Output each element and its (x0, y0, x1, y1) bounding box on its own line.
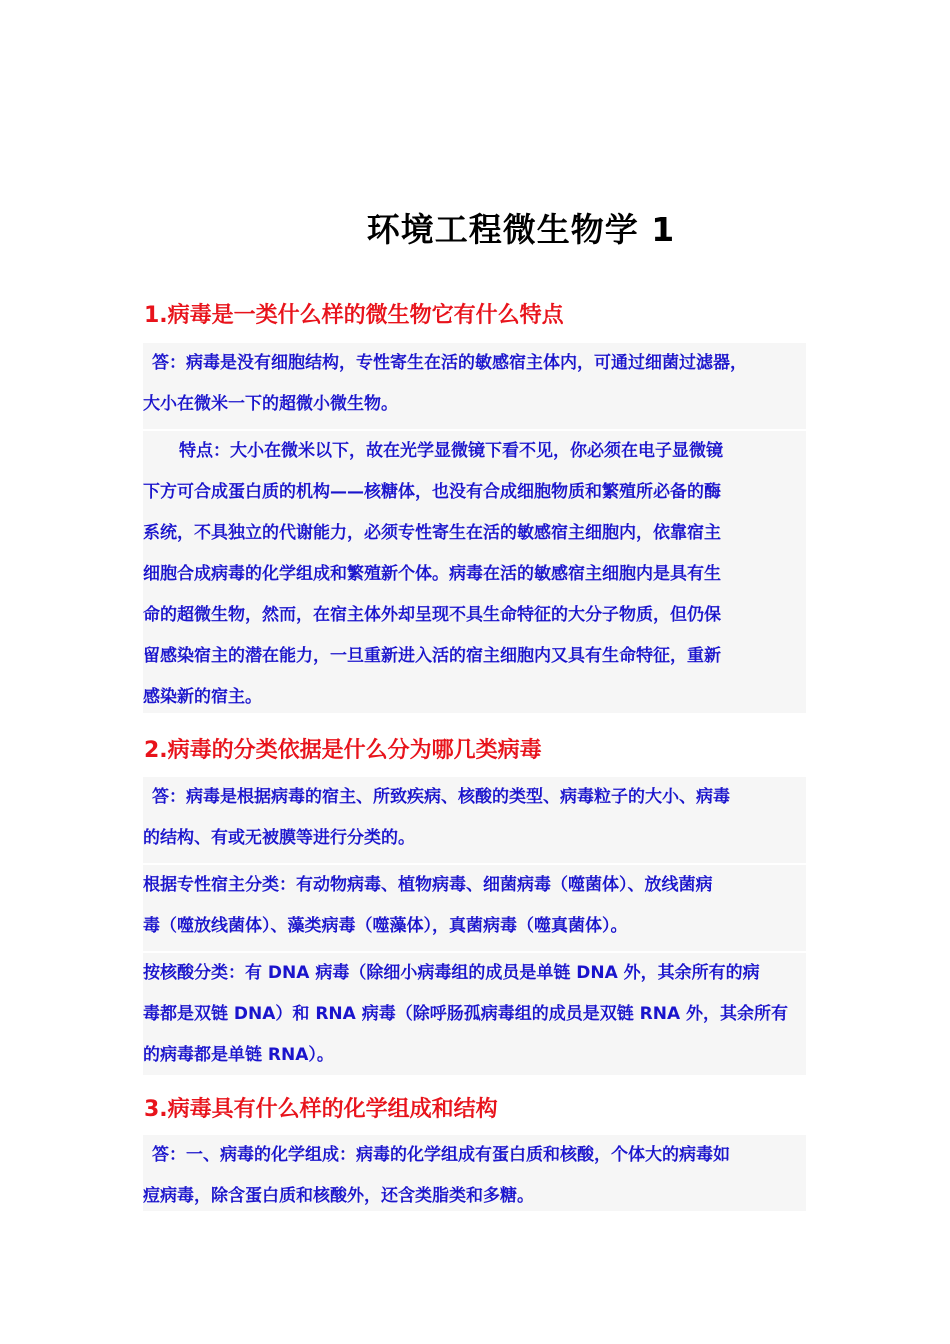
answer-line: 根据专性宿主分类：有动物病毒、植物病毒、细菌病毒（噬菌体）、放线菌病 (143, 875, 713, 895)
answer-line: 下方可合成蛋白质的机构——核糖体，也没有合成细胞物质和繁殖所必备的酶 (143, 482, 721, 502)
question-heading-3: 3.病毒具有什么样的化学组成和结构 (144, 1097, 498, 1122)
answer-line: 的结构、有或无被膜等进行分类的。 (143, 828, 415, 848)
answer-block-3a (143, 1135, 806, 1211)
question-heading-1: 1.病毒是一类什么样的微生物它有什么特点 (144, 303, 564, 328)
document-title: 环境工程微生物学 1 (366, 210, 676, 249)
question-heading-2: 2.病毒的分类依据是什么分为哪几类病毒 (144, 738, 542, 763)
answer-block-1a (143, 343, 806, 429)
answer-line: 答：一、病毒的化学组成：病毒的化学组成有蛋白质和核酸，个体大的病毒如 (152, 1145, 730, 1165)
answer-line: 毒都是双链 DNA）和 RNA 病毒（除呼肠孤病毒组的成员是双链 RNA 外，其余所有 (143, 1004, 789, 1024)
answer-line: 毒（噬放线菌体）、藻类病毒（噬藻体），真菌病毒（噬真菌体）。 (143, 916, 628, 936)
answer-line: 的病毒都是单链 RNA）。 (143, 1045, 334, 1065)
answer-line: 痘病毒，除含蛋白质和核酸外，还含类脂类和多糖。 (143, 1186, 534, 1206)
answer-line: 特点：大小在微米以下，故在光学显微镜下看不见，你必须在电子显微镜 (179, 441, 723, 461)
answer-line: 细胞合成病毒的化学组成和繁殖新个体。病毒在活的敏感宿主细胞内是具有生 (143, 564, 721, 584)
answer-line: 按核酸分类：有 DNA 病毒（除细小病毒组的成员是单链 DNA 外，其余所有的病 (143, 963, 760, 983)
answer-line: 命的超微生物，然而，在宿主体外却呈现不具生命特征的大分子物质，但仍保 (143, 605, 721, 625)
answer-block-2c (143, 953, 806, 1075)
answer-block-1b (143, 431, 806, 713)
answer-line: 答：病毒是没有细胞结构，专性寄生在活的敏感宿主体内，可通过细菌过滤器， (152, 353, 747, 373)
answer-line: 系统，不具独立的代谢能力，必须专性寄生在活的敏感宿主细胞内，依靠宿主 (143, 523, 721, 543)
answer-line: 留感染宿主的潜在能力，一旦重新进入活的宿主细胞内又具有生命特征，重新 (143, 646, 721, 666)
answer-line: 感染新的宿主。 (143, 687, 262, 707)
answer-block-2b (143, 865, 806, 951)
answer-line: 大小在微米一下的超微小微生物。 (143, 394, 398, 414)
answer-line: 答：病毒是根据病毒的宿主、所致疾病、核酸的类型、病毒粒子的大小、病毒 (152, 787, 730, 807)
answer-block-2a (143, 777, 806, 863)
